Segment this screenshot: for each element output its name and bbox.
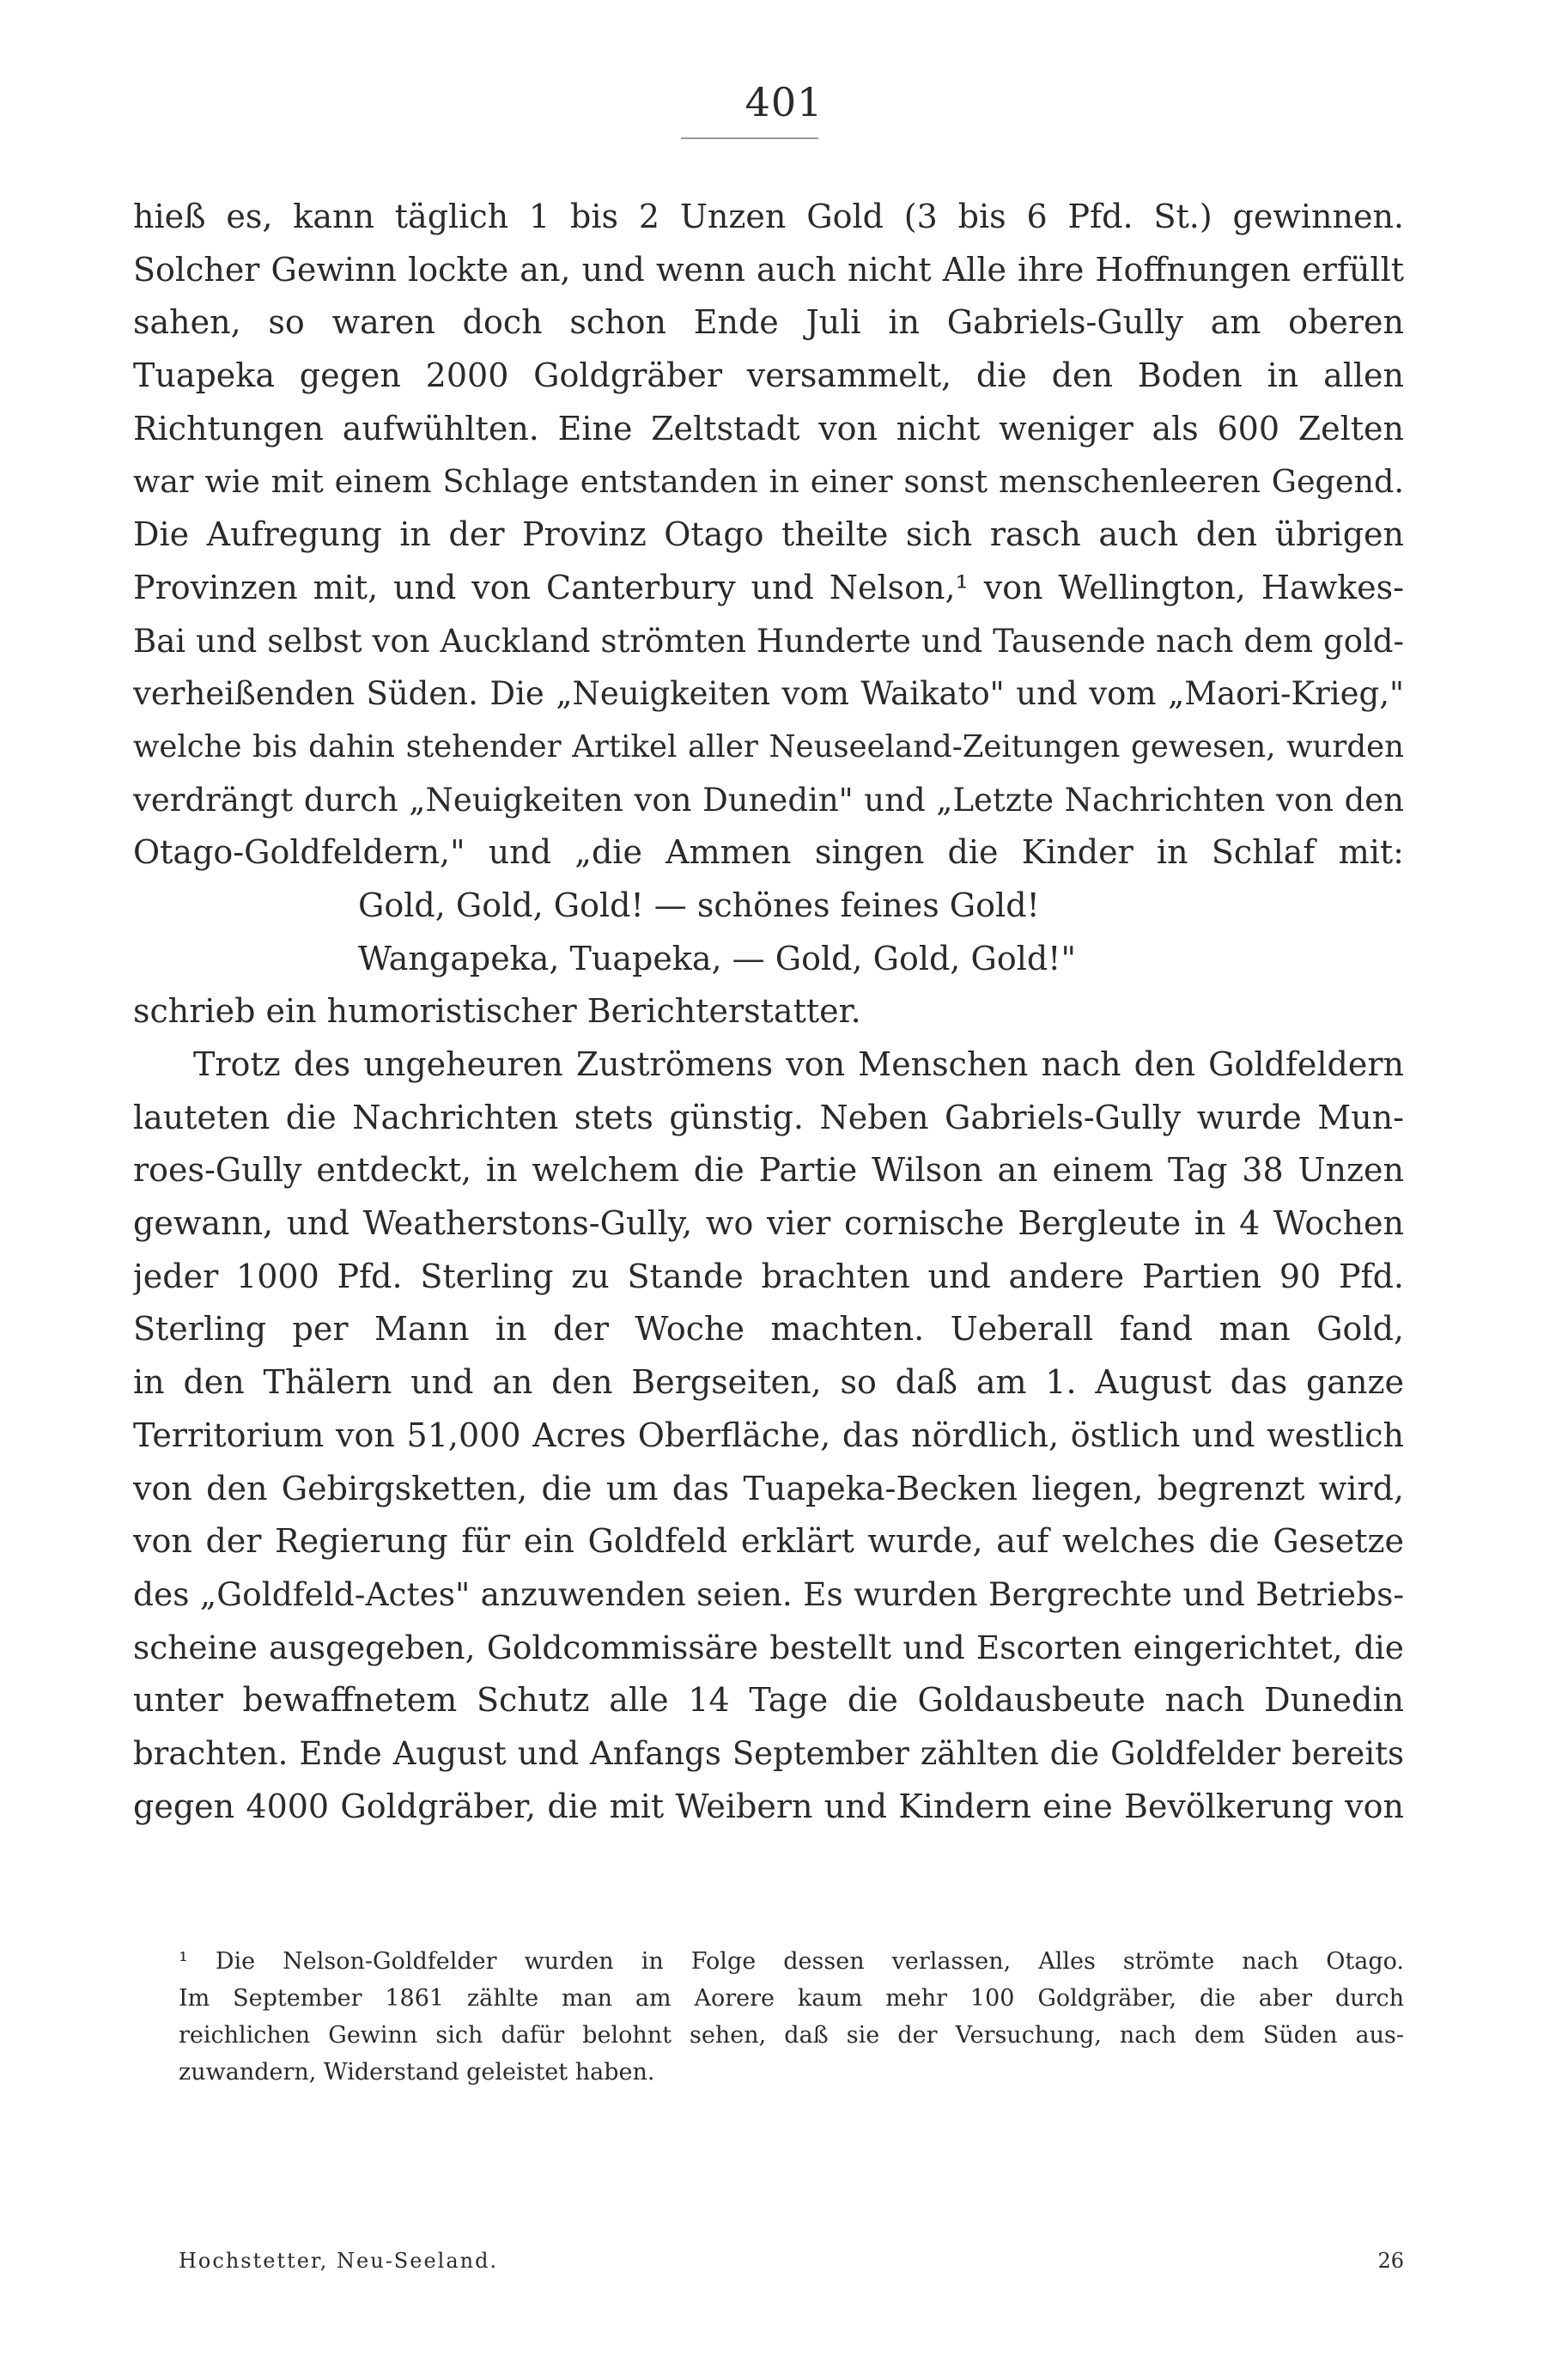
text-line: gewann, und Weatherstons-Gully, wo vier cornische Bergleute in 4 Wochen (133, 1204, 1404, 1243)
text-line: scheine ausgegeben, Goldcommissäre bestellt und Escorten eingerichtet, die (133, 1628, 1404, 1666)
text-line: lauteten die Nachrichten stets günstig. Neben Gabriels-Gully wurde Mun- (133, 1098, 1404, 1136)
sheet-number: 26 (1377, 2249, 1404, 2273)
text-line: hieß es, kann täglich 1 bis 2 Unzen Gold (3 bis 6 Pfd. St.) gewinnen. (133, 198, 1404, 235)
text-line: Solcher Gewinn lockte an, und wenn auch nicht Alle ihre Hoffnungen erfüllt (133, 250, 1404, 289)
main-text (133, 191, 1404, 1833)
text-line: roes-Gully entdeckt, in welchem die Partie Wilson an einem Tag 38 Unzen (133, 1151, 1404, 1190)
text-line: brachten. Ende August und Anfangs September zählten die Goldfelder bereits (133, 1734, 1404, 1772)
author-signature: Hochstetter, Neu-Seeland. (179, 2249, 499, 2273)
text-line: verdrängt durch „Neuigkeiten von Dunedin" und „Letzte Nachrichten von den (133, 781, 1404, 819)
text-line: jeder 1000 Pfd. Sterling zu Stande brachten und andere Partien 90 Pfd. (133, 1257, 1404, 1295)
text-line: Sterling per Mann in der Woche machten. Ueberall fand man Gold, (133, 1310, 1404, 1349)
verse-line: Wangapeka, Tuapeka, — Gold, Gold, Gold!" (358, 939, 1076, 977)
text-line: des „Goldfeld-Actes" anzuwenden seien. Es wurden Bergrechte und Betriebs- (133, 1574, 1404, 1613)
text-line: schrieb ein humoristischer Berichterstatter. (133, 992, 861, 1031)
text-line: Otago-Goldfeldern," und „die Ammen singen die Kinder in Schlaf mit: (133, 833, 1404, 872)
footnote-line: ¹ Die Nelson-Goldfelder wurden in Folge dessen verlassen, Alles strömte nach Otago. (179, 1948, 1404, 1975)
text-line: Tuapeka gegen 2000 Goldgräber versammelt, die den Boden in allen (133, 356, 1404, 395)
verse-line: Gold, Gold, Gold! — schönes feines Gold! (358, 886, 1040, 924)
page-footer (179, 2244, 1404, 2278)
footnotes (179, 1943, 1404, 2091)
text-line: Richtungen aufwühlten. Eine Zeltstadt von nicht weniger als 600 Zelten (133, 409, 1404, 448)
footnote-line: Im September 1861 zählte man am Aorere kaum mehr 100 Goldgräber, die aber durch (179, 1985, 1404, 2012)
text-line: unter bewaffnetem Schutz alle 14 Tage die Goldausbeute nach Dunedin (133, 1681, 1404, 1720)
text-line: Die Aufregung in der Provinz Otago theilte sich rasch auch den übrigen (133, 515, 1404, 554)
text-line: Provinzen mit, und von Canterbury und Nelson,¹ von Wellington, Hawkes- (133, 568, 1404, 606)
paragraph-first-line: Trotz des ungeheuren Zuströmens von Menschen nach den Goldfeldern (193, 1045, 1404, 1083)
text-line: welche bis dahin stehender Artikel aller Neuseeland-Zeitungen gewesen, wurden (133, 728, 1404, 764)
text-line: sahen, so waren doch schon Ende Juli in Gabriels-Gully am oberen (133, 303, 1404, 342)
text-line: verheißenden Süden. Die „Neuigkeiten vom Waikato" und vom „Maori-Krieg," (133, 675, 1404, 713)
text-line: war wie mit einem Schlage entstanden in einer sonst menschenleeren Gegend. (133, 463, 1404, 501)
page-number: 401 (744, 79, 824, 125)
text-line: gegen 4000 Goldgräber, die mit Weibern und Kindern eine Bevölkerung von (133, 1787, 1404, 1825)
text-line: Territorium von 51,000 Acres Oberfläche, das nördlich, östlich und westlich (133, 1416, 1404, 1454)
footnote-line: zuwandern, Widerstand geleistet haben. (179, 2059, 655, 2086)
text-line: von den Gebirgsketten, die um das Tuapeka-Becken liegen, begrenzt wird, (133, 1469, 1404, 1507)
header-rule (681, 137, 818, 139)
text-line: in den Thälern und an den Bergseiten, so daß am 1. August das ganze (133, 1363, 1404, 1402)
text-line: von der Regierung für ein Goldfeld erklärt wurde, auf welches die Gesetze (133, 1522, 1404, 1561)
footnote-line: reichlichen Gewinn sich dafür belohnt sehen, daß sie der Versuchung, nach dem Süden aus- (179, 2022, 1404, 2049)
text-line: Bai und selbst von Auckland strömten Hunderte und Tausende nach dem gold- (133, 622, 1404, 660)
